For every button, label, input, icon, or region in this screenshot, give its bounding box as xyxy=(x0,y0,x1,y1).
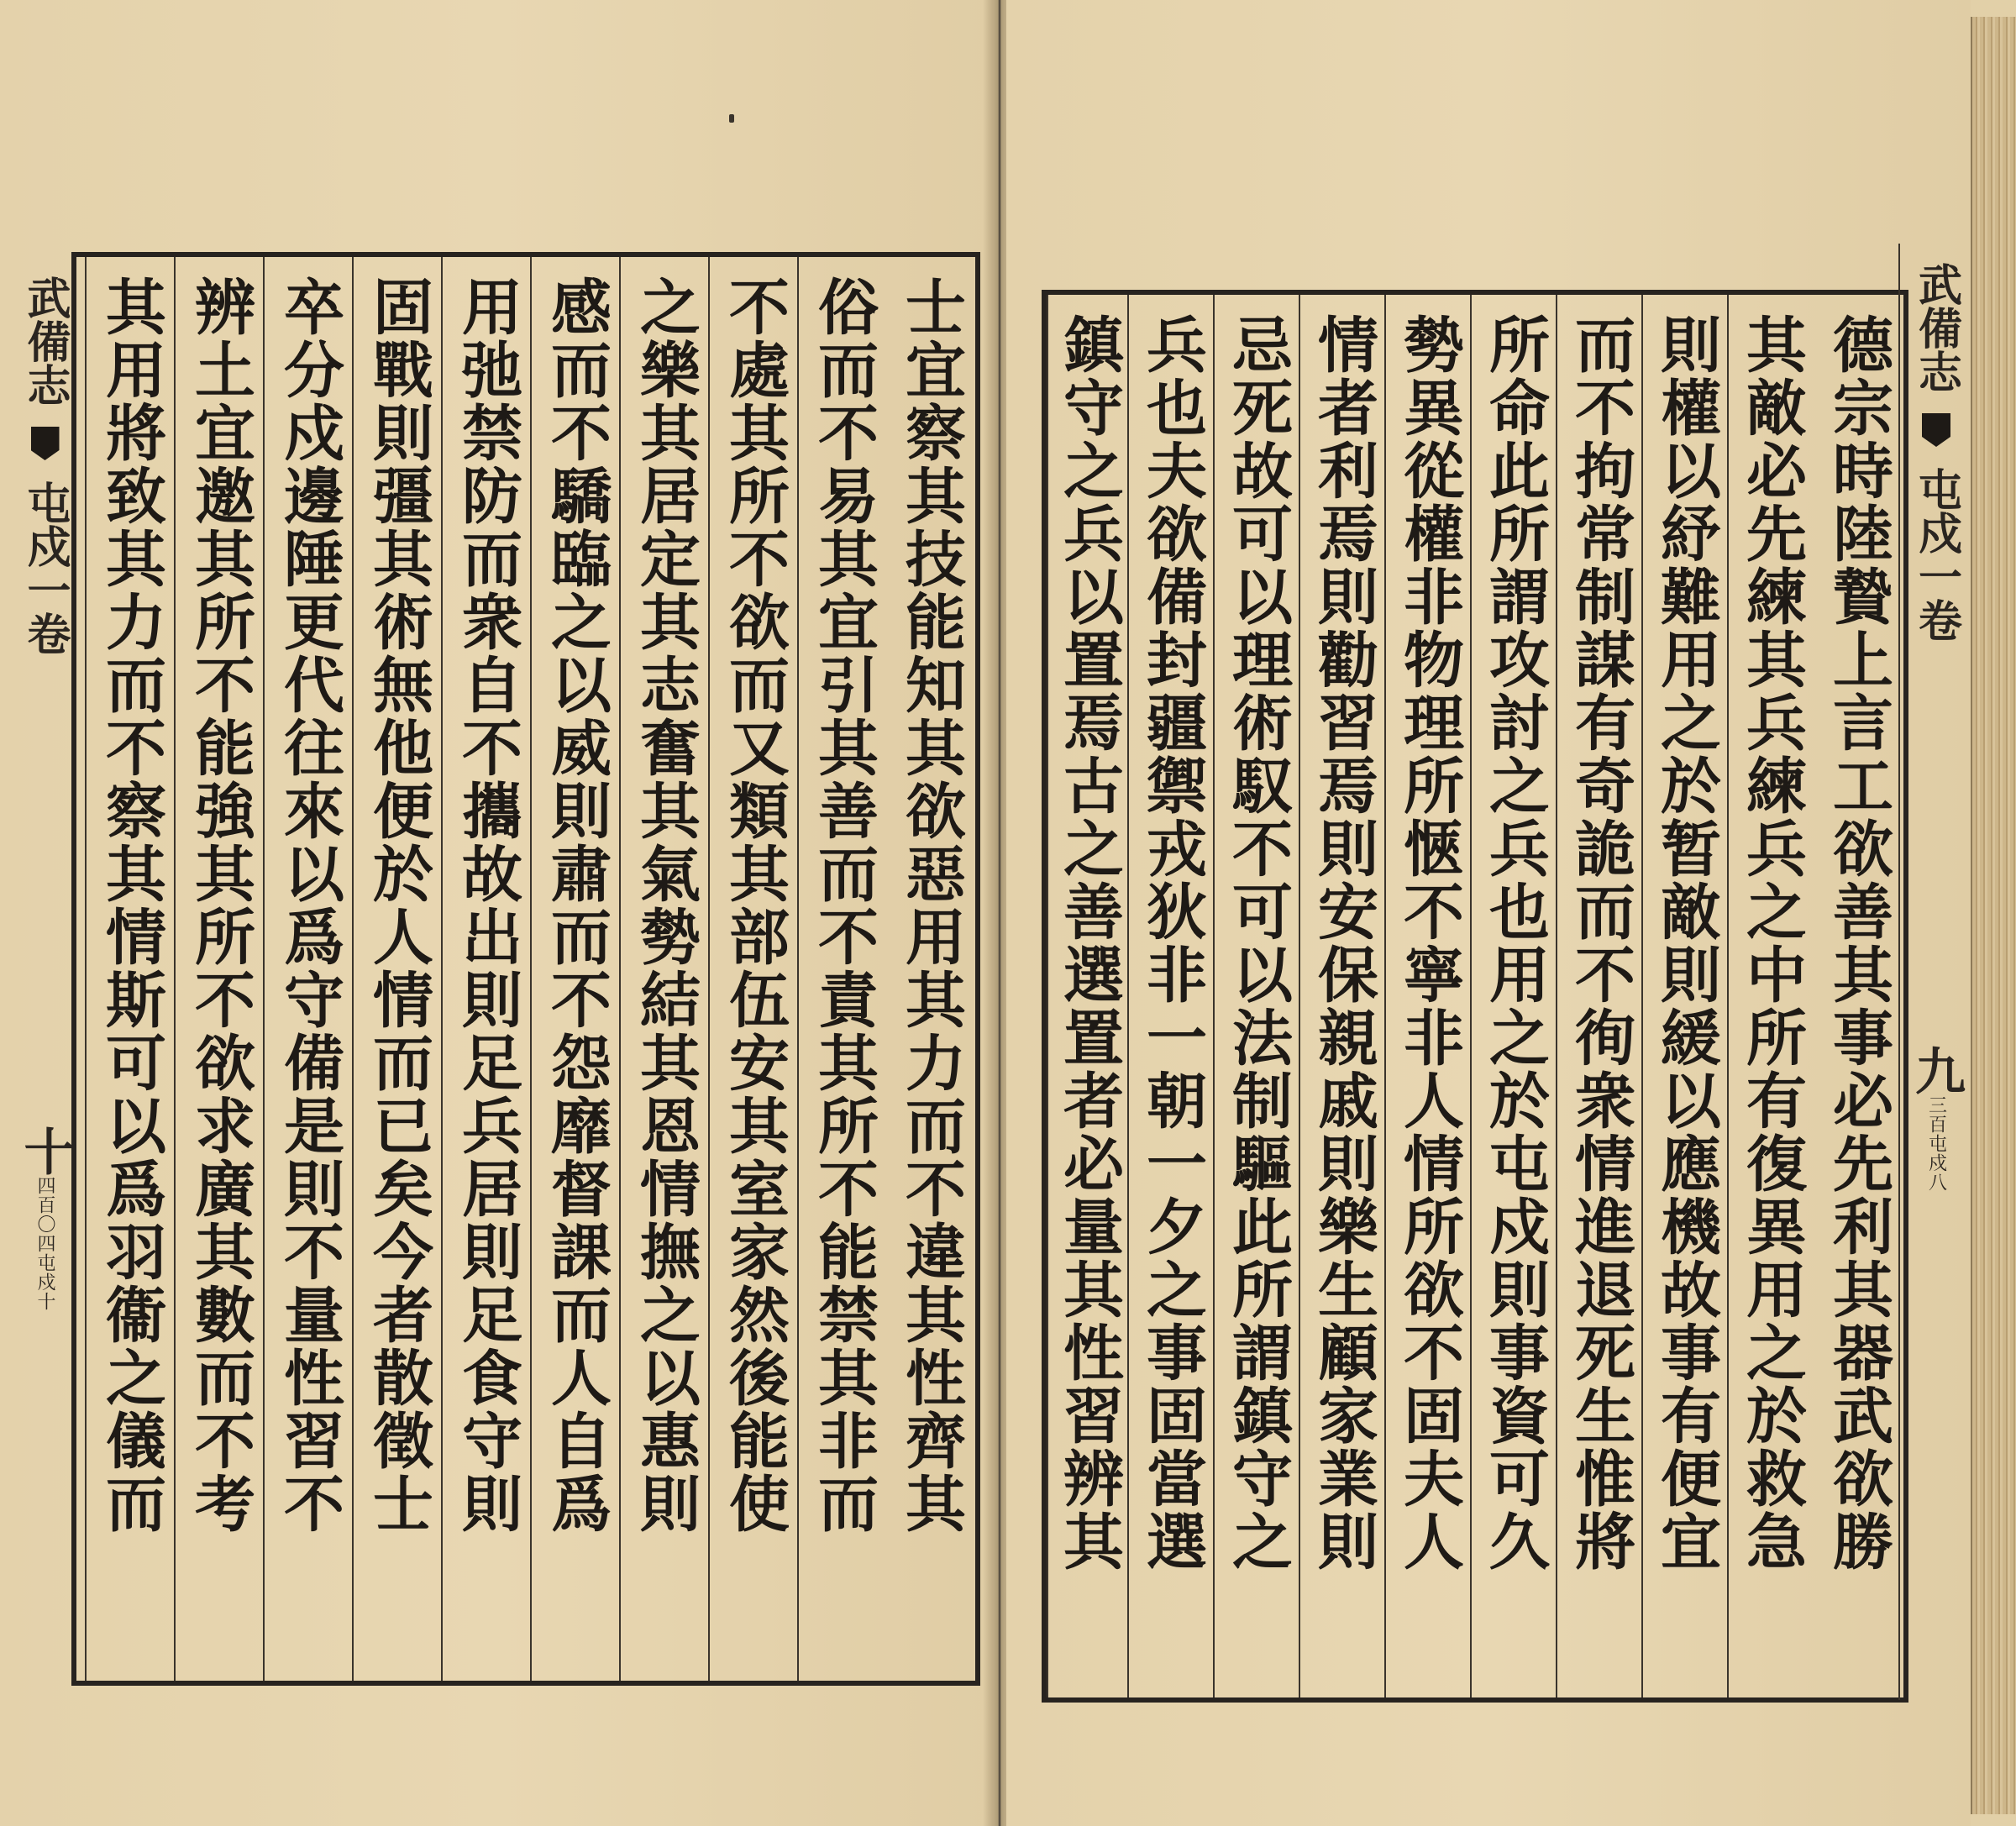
right-column-1 xyxy=(1813,295,1903,1697)
right-column-10-text: 鎮守之兵以置焉古之善選置者必量其性習辨其 xyxy=(1053,313,1125,1573)
left-column-10-text: 其用將致其力而不察其情斯可以爲羽衞之儀而 xyxy=(96,275,167,1535)
left-banxin-small-a: 四百〇四 xyxy=(34,1176,55,1253)
page-edges xyxy=(1971,17,2016,1814)
left-banxin xyxy=(5,257,85,1681)
right-column-6 xyxy=(1384,295,1472,1697)
left-column-6 xyxy=(441,257,532,1681)
left-column-4-text: 之樂其居定其志奮其氣勢結其恩情撫之以惠則 xyxy=(630,275,701,1535)
right-column-4-text: 而不拘常制謀有奇詭而不徇衆情進退死生惟將 xyxy=(1565,313,1636,1573)
right-column-2-text: 其敵必先練其兵練兵之中所有復異用之於救急 xyxy=(1736,313,1808,1573)
left-banxin-small-b: 屯戍十 xyxy=(34,1253,55,1311)
right-column-3 xyxy=(1641,295,1729,1697)
left-column-6-text: 用弛禁防而衆自不攜故出則足兵居則足食守則 xyxy=(452,275,523,1535)
right-column-9-text: 兵也夫欲備封疆禦戎狄非一朝一夕之事固當選 xyxy=(1137,313,1208,1573)
left-column-10 xyxy=(85,257,176,1681)
right-column-4 xyxy=(1556,295,1643,1697)
right-text-block xyxy=(1042,290,1908,1703)
right-column-7-text: 情者利焉則勸習焉則安保親戚則樂生顧家業則 xyxy=(1308,313,1379,1573)
left-text-block xyxy=(15,252,980,1686)
left-page xyxy=(0,0,993,1826)
left-column-5-text: 感而不驕臨之以威則肅而不怨靡督課而人自爲 xyxy=(541,275,612,1535)
right-column-9 xyxy=(1127,295,1215,1697)
ink-speck xyxy=(729,114,734,123)
left-banxin-title: 武備志 xyxy=(19,275,71,407)
right-banxin-title: 武備志 xyxy=(1910,262,1962,393)
right-column-5 xyxy=(1470,295,1557,1697)
left-column-2-text: 俗而不易其宜引其善而不責其所不能禁其非而 xyxy=(808,275,879,1535)
right-column-3-text: 則權以紓難用之於暂敵則緩以應機故事有便宜 xyxy=(1651,313,1722,1573)
right-column-8-text: 忌死故可以理術馭不可以法制驅此所謂鎮守之 xyxy=(1222,313,1294,1573)
right-column-1-text: 德宗時陸贄上言工欲善其事必先利其器武欲勝 xyxy=(1823,313,1894,1573)
right-folio-number: 九 xyxy=(1907,1045,1966,1095)
right-column-6-text: 勢異從權非物理所愜不寧非人情所欲不固夫人 xyxy=(1394,313,1465,1573)
right-column-2 xyxy=(1727,295,1814,1697)
left-column-5 xyxy=(530,257,621,1681)
left-column-1-text: 士宜察其技能知其欲惡用其力而不違其性齊其 xyxy=(895,275,967,1535)
left-column-7 xyxy=(352,257,443,1681)
right-column-8 xyxy=(1213,295,1300,1697)
left-column-8 xyxy=(263,257,354,1681)
right-page xyxy=(1006,0,1971,1826)
left-column-8-text: 卒分戍邊陲更代往來以爲守備是則不量性習不 xyxy=(274,275,345,1535)
right-banxin-small-a: 三百 xyxy=(1925,1095,1947,1134)
left-column-3-text: 不處其所不欲而又類其部伍安其室家然後能使 xyxy=(719,275,790,1535)
left-banxin-section: 屯戍一卷 xyxy=(19,480,71,655)
left-column-4 xyxy=(619,257,710,1681)
right-banxin xyxy=(1898,244,1972,1700)
right-banxin-section: 屯戍一卷 xyxy=(1910,467,1962,642)
fish-tail-icon xyxy=(1922,413,1950,447)
right-column-10 xyxy=(1047,295,1129,1697)
left-column-9 xyxy=(174,257,265,1681)
right-column-5-text: 所命此所謂攻討之兵也用之於屯戍則事資可久 xyxy=(1479,313,1551,1573)
right-column-7 xyxy=(1299,295,1386,1697)
left-column-7-text: 固戰則彊其術無他便於人情而已矣今者散徵士 xyxy=(363,275,434,1535)
left-column-3 xyxy=(708,257,799,1681)
fish-tail-icon xyxy=(31,427,60,460)
left-column-1 xyxy=(886,257,975,1681)
left-column-9-text: 辨土宜邀其所不能強其所不欲求廣其數而不考 xyxy=(185,275,256,1535)
left-column-2 xyxy=(797,257,888,1681)
right-banxin-small-b: 屯戍八 xyxy=(1925,1134,1947,1192)
left-folio-number: 十 xyxy=(15,1126,75,1176)
